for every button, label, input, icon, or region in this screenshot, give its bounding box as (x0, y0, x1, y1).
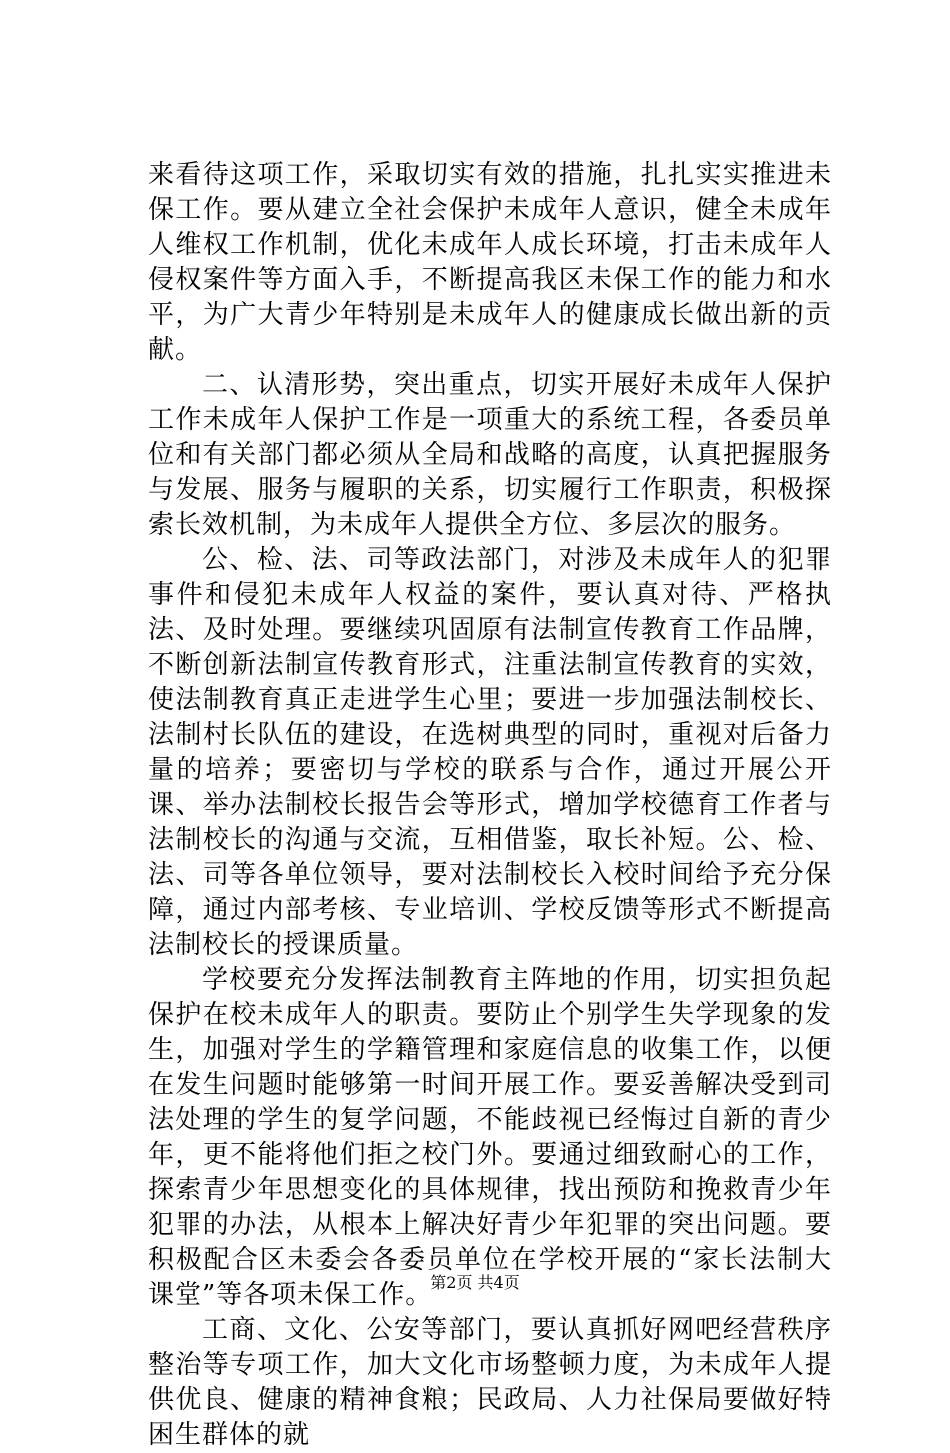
paragraph-continuation: 来看待这项工作，采取切实有效的措施，扎扎实实推进未保工作。要从建立全社会保护未成年人意识，健全未成年人维权工作机制，优化未成年人成长环境，打击未成年人侵权案件等方面入手，不断提高我区未保工作的能力和水平，为广大青少年特别是未成年人的健康成长做出新的贡献。 (148, 160, 832, 365)
paragraph-legal-departments: 公、检、法、司等政法部门，对涉及未成年人的犯罪事件和侵犯未成年人权益的案件，要认真对待、严格执法、及时处理。要继续巩固原有法制宣传教育工作品牌，不断创新法制宣传教育形式，注重法制宣传教育的实效，使法制教育真正走进学生心里；要进一步加强法制校长、法制村长队伍的建设，在选树典型的同时，重视对后备力量的培养；要密切与学校的联系与合作，通过开展公开课、举办法制校长报告会等形式，增加学校德育工作者与法制校长的沟通与交流，互相借鉴，取长补短。公、检、法、司等各单位领导，要对法制校长入校时间给予充分保障，通过内部考核、专业培训、学校反馈等形式不断提高法制校长的授课质量。 (148, 545, 832, 960)
paragraph-commerce-culture: 工商、文化、公安等部门，要认真抓好网吧经营秩序整治等专项工作，加大文化市场整顿力度，为未成年人提供优良、健康的精神食粮；民政局、人力社保局要做好特困生群体的就 (148, 1315, 832, 1450)
paragraph-section-two: 二、认清形势，突出重点，切实开展好未成年人保护工作未成年人保护工作是一项重大的系统工程，各委员单位和有关部门都必须从全局和战略的高度，认真把握服务与发展、服务与履职的关系，切实履行工作职责，积极探索长效机制，为未成年人提供全方位、多层次的服务。 (148, 370, 832, 540)
document-body (148, 158, 832, 1453)
page-footer: 第2页 共4页 (430, 1273, 520, 1292)
paragraph-schools: 学校要充分发挥法制教育主阵地的作用，切实担负起保护在校未成年人的职责。要防止个别学生失学现象的发生，加强对学生的学籍管理和家庭信息的收集工作，以便在发生问题时能够第一时间开展工作。要妥善解决受到司法处理的学生的复学问题，不能歧视已经悔过自新的青少年，更不能将他们拒之校门外。要通过细致耐心的工作，探索青少年思想变化的具体规律，找出预防和挽救青少年犯罪的办法，从根本上解决好青少年犯罪的突出问题。要积极配合区未委会各委员单位在学校开展的“家长法制大课堂”等各项未保工作。 (148, 965, 832, 1310)
